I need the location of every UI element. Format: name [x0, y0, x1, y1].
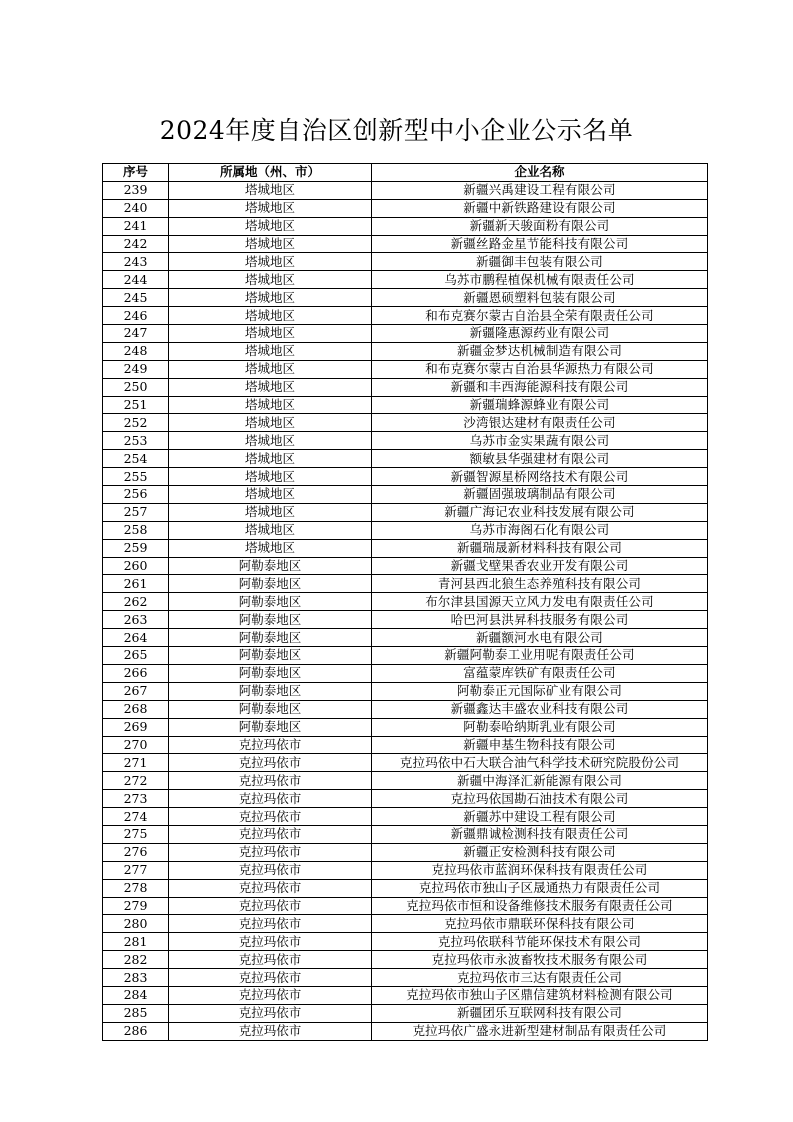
table-row [103, 986, 708, 1004]
region-cell: 塔城地区 [169, 396, 372, 414]
region-cell: 塔城地区 [169, 199, 372, 217]
region-cell: 塔城地区 [169, 486, 372, 504]
company-name-cell: 克拉玛依市蓝润环保科技有限责任公司 [372, 861, 708, 879]
table-row [103, 879, 708, 897]
serial-number-cell: 258 [103, 521, 169, 539]
region-cell: 克拉玛依市 [169, 969, 372, 987]
region-cell: 塔城地区 [169, 414, 372, 432]
company-name-cell: 新疆中海泽汇新能源有限公司 [372, 772, 708, 790]
region-cell: 克拉玛依市 [169, 933, 372, 951]
company-name-cell: 阿勒泰正元国际矿业有限公司 [372, 682, 708, 700]
serial-number-cell: 281 [103, 933, 169, 951]
company-name-cell: 新疆兴禹建设工程有限公司 [372, 181, 708, 199]
table-row [103, 1022, 708, 1040]
region-cell: 阿勒泰地区 [169, 718, 372, 736]
serial-number-cell: 252 [103, 414, 169, 432]
region-cell: 克拉玛依市 [169, 736, 372, 754]
serial-number-cell: 282 [103, 951, 169, 969]
serial-number-cell: 259 [103, 539, 169, 557]
region-cell: 阿勒泰地区 [169, 700, 372, 718]
company-name-cell: 新疆恩硕塑料包装有限公司 [372, 289, 708, 307]
region-cell: 塔城地区 [169, 432, 372, 450]
region-cell: 阿勒泰地区 [169, 664, 372, 682]
company-name-cell: 新疆额河水电有限公司 [372, 629, 708, 647]
company-name-cell: 克拉玛依市鼎联环保科技有限公司 [372, 915, 708, 933]
region-cell: 克拉玛依市 [169, 915, 372, 933]
page-title: 2024年度自治区创新型中小企业公示名单 [159, 116, 634, 145]
table-row [103, 969, 708, 987]
serial-number-cell: 246 [103, 307, 169, 325]
region-cell: 阿勒泰地区 [169, 629, 372, 647]
serial-number-cell: 248 [103, 342, 169, 360]
table-row [103, 271, 708, 289]
serial-number-cell: 260 [103, 557, 169, 575]
table-row [103, 432, 708, 450]
table-row [103, 396, 708, 414]
region-cell: 塔城地区 [169, 450, 372, 468]
company-name-cell: 新疆广海记农业科技发展有限公司 [372, 503, 708, 521]
table-row [103, 575, 708, 593]
serial-number-cell: 274 [103, 808, 169, 826]
table-row [103, 378, 708, 396]
table-row [103, 790, 708, 808]
region-cell: 塔城地区 [169, 235, 372, 253]
header-region: 所属地（州、市） [169, 164, 372, 182]
region-cell: 克拉玛依市 [169, 825, 372, 843]
serial-number-cell: 263 [103, 611, 169, 629]
region-cell: 克拉玛依市 [169, 790, 372, 808]
region-cell: 塔城地区 [169, 360, 372, 378]
serial-number-cell: 261 [103, 575, 169, 593]
serial-number-cell: 253 [103, 432, 169, 450]
company-name-cell: 富蕴蒙库铁矿有限责任公司 [372, 664, 708, 682]
table-row [103, 486, 708, 504]
table-row [103, 736, 708, 754]
company-name-cell: 乌苏市鹏程植保机械有限责任公司 [372, 271, 708, 289]
region-cell: 塔城地区 [169, 217, 372, 235]
table-row [103, 933, 708, 951]
company-name-cell: 克拉玛依广盛永进新型建材制品有限责任公司 [372, 1022, 708, 1040]
company-name-cell: 新疆鼎诚检测科技有限责任公司 [372, 825, 708, 843]
table-row [103, 843, 708, 861]
company-name-cell: 哈巴河县洪昇科技服务有限公司 [372, 611, 708, 629]
company-list-table [102, 163, 708, 1041]
serial-number-cell: 276 [103, 843, 169, 861]
region-cell: 阿勒泰地区 [169, 575, 372, 593]
company-name-cell: 新疆丝路金星节能科技有限公司 [372, 235, 708, 253]
table-row [103, 539, 708, 557]
company-name-cell: 乌苏市金实果蔬有限公司 [372, 432, 708, 450]
company-name-cell: 乌苏市海阁石化有限公司 [372, 521, 708, 539]
table-row [103, 342, 708, 360]
table-row [103, 557, 708, 575]
region-cell: 克拉玛依市 [169, 879, 372, 897]
company-name-cell: 新疆申基生物科技有限公司 [372, 736, 708, 754]
region-cell: 克拉玛依市 [169, 861, 372, 879]
table-row [103, 629, 708, 647]
serial-number-cell: 243 [103, 253, 169, 271]
serial-number-cell: 286 [103, 1022, 169, 1040]
serial-number-cell: 242 [103, 235, 169, 253]
table-row [103, 253, 708, 271]
region-cell: 克拉玛依市 [169, 897, 372, 915]
serial-number-cell: 264 [103, 629, 169, 647]
region-cell: 阿勒泰地区 [169, 647, 372, 665]
region-cell: 克拉玛依市 [169, 1022, 372, 1040]
region-cell: 阿勒泰地区 [169, 557, 372, 575]
serial-number-cell: 239 [103, 181, 169, 199]
table-row [103, 861, 708, 879]
table-row [103, 217, 708, 235]
table-row [103, 325, 708, 343]
region-cell: 克拉玛依市 [169, 754, 372, 772]
serial-number-cell: 266 [103, 664, 169, 682]
table-row [103, 307, 708, 325]
region-cell: 塔城地区 [169, 378, 372, 396]
region-cell: 塔城地区 [169, 181, 372, 199]
serial-number-cell: 271 [103, 754, 169, 772]
serial-number-cell: 262 [103, 593, 169, 611]
serial-number-cell: 284 [103, 986, 169, 1004]
company-name-cell: 沙湾银达建材有限责任公司 [372, 414, 708, 432]
region-cell: 塔城地区 [169, 325, 372, 343]
serial-number-cell: 279 [103, 897, 169, 915]
company-name-cell: 克拉玛依中石大联合油气科学技术研究院股份公司 [372, 754, 708, 772]
table-row [103, 754, 708, 772]
region-cell: 塔城地区 [169, 289, 372, 307]
table-row [103, 414, 708, 432]
company-name-cell: 和布克赛尔蒙古自治县华源热力有限公司 [372, 360, 708, 378]
serial-number-cell: 244 [103, 271, 169, 289]
serial-number-cell: 256 [103, 486, 169, 504]
table-row [103, 1004, 708, 1022]
serial-number-cell: 241 [103, 217, 169, 235]
region-cell: 塔城地区 [169, 503, 372, 521]
serial-number-cell: 272 [103, 772, 169, 790]
header-company-name: 企业名称 [372, 164, 708, 182]
region-cell: 克拉玛依市 [169, 772, 372, 790]
region-cell: 克拉玛依市 [169, 986, 372, 1004]
serial-number-cell: 245 [103, 289, 169, 307]
company-name-cell: 青河县西北狼生态养殖科技有限公司 [372, 575, 708, 593]
company-name-cell: 额敏县华强建材有限公司 [372, 450, 708, 468]
region-cell: 塔城地区 [169, 468, 372, 486]
table-row [103, 718, 708, 736]
serial-number-cell: 285 [103, 1004, 169, 1022]
table-row [103, 235, 708, 253]
table-row [103, 450, 708, 468]
serial-number-cell: 240 [103, 199, 169, 217]
table-header-row [103, 164, 708, 182]
region-cell: 塔城地区 [169, 539, 372, 557]
table-row [103, 468, 708, 486]
table-row [103, 181, 708, 199]
table-row [103, 915, 708, 933]
table-row [103, 825, 708, 843]
company-name-cell: 克拉玛依国勘石油技术有限公司 [372, 790, 708, 808]
serial-number-cell: 269 [103, 718, 169, 736]
company-name-cell: 新疆阿勒泰工业用呢有限责任公司 [372, 647, 708, 665]
company-name-cell: 和布克赛尔蒙古自治县全荣有限责任公司 [372, 307, 708, 325]
company-name-cell: 新疆固强玻璃制品有限公司 [372, 486, 708, 504]
company-name-cell: 新疆和丰西海能源科技有限公司 [372, 378, 708, 396]
serial-number-cell: 268 [103, 700, 169, 718]
table-row [103, 682, 708, 700]
region-cell: 塔城地区 [169, 253, 372, 271]
company-name-cell: 阿勒泰哈纳斯乳业有限公司 [372, 718, 708, 736]
serial-number-cell: 247 [103, 325, 169, 343]
table-row [103, 593, 708, 611]
company-name-cell: 新疆瑞蜂源蜂业有限公司 [372, 396, 708, 414]
company-name-cell: 新疆戈壁果香农业开发有限公司 [372, 557, 708, 575]
serial-number-cell: 257 [103, 503, 169, 521]
company-name-cell: 克拉玛依市三达有限责任公司 [372, 969, 708, 987]
table-row [103, 897, 708, 915]
company-name-cell: 克拉玛依市独山子区鼎信建筑材料检测有限公司 [372, 986, 708, 1004]
header-serial-number: 序号 [103, 164, 169, 182]
company-name-cell: 克拉玛依市恒和设备维修技术服务有限责任公司 [372, 897, 708, 915]
serial-number-cell: 250 [103, 378, 169, 396]
table-row [103, 199, 708, 217]
serial-number-cell: 251 [103, 396, 169, 414]
serial-number-cell: 254 [103, 450, 169, 468]
table-row [103, 647, 708, 665]
region-cell: 阿勒泰地区 [169, 611, 372, 629]
region-cell: 塔城地区 [169, 521, 372, 539]
serial-number-cell: 267 [103, 682, 169, 700]
company-name-cell: 布尔津县国源天立风力发电有限责任公司 [372, 593, 708, 611]
serial-number-cell: 277 [103, 861, 169, 879]
company-name-cell: 新疆隆惠源药业有限公司 [372, 325, 708, 343]
serial-number-cell: 275 [103, 825, 169, 843]
company-name-cell: 新疆鑫达丰盛农业科技有限公司 [372, 700, 708, 718]
region-cell: 克拉玛依市 [169, 808, 372, 826]
company-name-cell: 新疆智源星桥网络技术有限公司 [372, 468, 708, 486]
table-row [103, 503, 708, 521]
company-name-cell: 新疆金梦达机械制造有限公司 [372, 342, 708, 360]
table-row [103, 808, 708, 826]
serial-number-cell: 283 [103, 969, 169, 987]
region-cell: 塔城地区 [169, 307, 372, 325]
table-row [103, 664, 708, 682]
company-name-cell: 新疆新天骏面粉有限公司 [372, 217, 708, 235]
serial-number-cell: 273 [103, 790, 169, 808]
serial-number-cell: 278 [103, 879, 169, 897]
serial-number-cell: 280 [103, 915, 169, 933]
serial-number-cell: 265 [103, 647, 169, 665]
region-cell: 塔城地区 [169, 342, 372, 360]
company-name-cell: 克拉玛依市永波畜牧技术服务有限公司 [372, 951, 708, 969]
region-cell: 塔城地区 [169, 271, 372, 289]
serial-number-cell: 255 [103, 468, 169, 486]
serial-number-cell: 249 [103, 360, 169, 378]
table-row [103, 289, 708, 307]
table-row [103, 772, 708, 790]
company-name-cell: 新疆团乐互联网科技有限公司 [372, 1004, 708, 1022]
region-cell: 克拉玛依市 [169, 1004, 372, 1022]
company-name-cell: 新疆瑞晟新材料科技有限公司 [372, 539, 708, 557]
company-name-cell: 新疆正安检测科技有限公司 [372, 843, 708, 861]
company-name-cell: 新疆中新铁路建设有限公司 [372, 199, 708, 217]
region-cell: 阿勒泰地区 [169, 682, 372, 700]
company-name-cell: 克拉玛依联科节能环保技术有限公司 [372, 933, 708, 951]
table-row [103, 360, 708, 378]
table-row [103, 700, 708, 718]
table-row [103, 521, 708, 539]
table-row [103, 951, 708, 969]
region-cell: 克拉玛依市 [169, 951, 372, 969]
region-cell: 克拉玛依市 [169, 843, 372, 861]
company-name-cell: 新疆苏中建设工程有限公司 [372, 808, 708, 826]
company-name-cell: 克拉玛依市独山子区晟通热力有限责任公司 [372, 879, 708, 897]
company-name-cell: 新疆御丰包装有限公司 [372, 253, 708, 271]
table-row [103, 611, 708, 629]
serial-number-cell: 270 [103, 736, 169, 754]
region-cell: 阿勒泰地区 [169, 593, 372, 611]
